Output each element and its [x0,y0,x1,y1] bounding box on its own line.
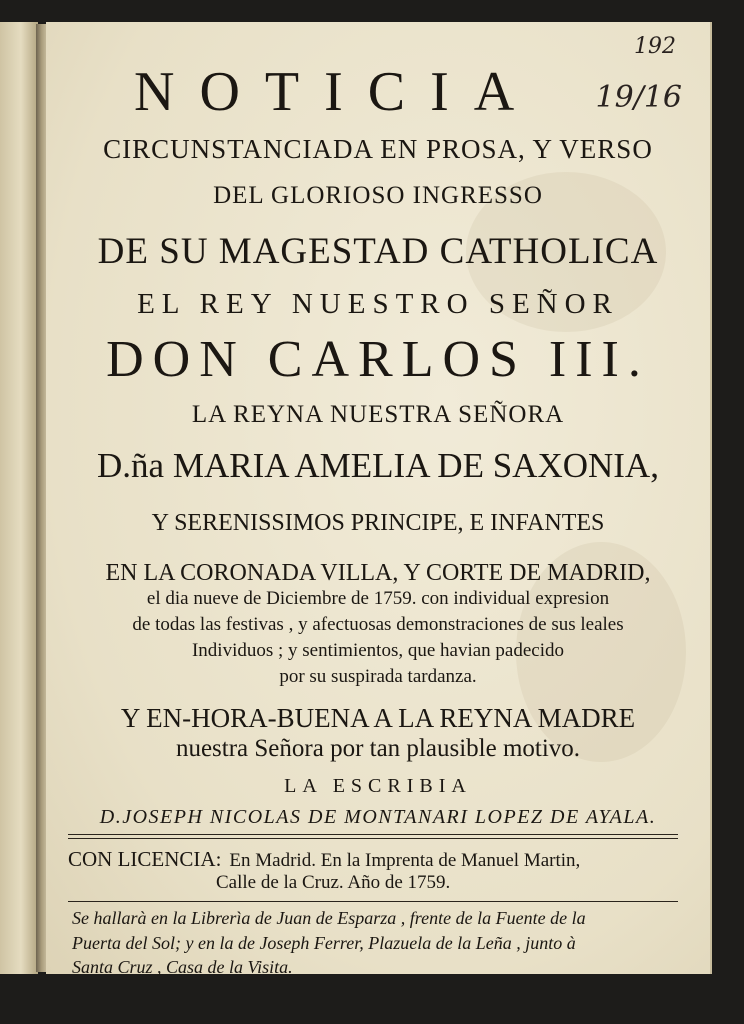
title-page [46,22,710,977]
queen-name: D.ña MARIA AMELIA DE SAXONIA, [97,446,659,485]
author-line: D.JOSEPH NICOLAS DE MONTANARI LOPEZ DE AYALA. [99,806,657,828]
divider-rule [68,901,678,902]
subtitle-line-4: EL REY NUESTRO SEÑOR [137,288,619,320]
king-name: DON CARLOS III. [106,331,650,388]
enhorabuena-line: Y EN-HORA-BUENA A LA REYNA MADRE [120,703,636,733]
licencia-line-2: Calle de la Cruz. Año de 1759. [216,872,451,893]
subtitle-line-8: Y SERENISSIMOS PRINCIPE, E INFANTES [151,510,605,536]
body-line-4: por su suspirada tardanza. [279,666,477,687]
body-line-2: de todas las festivas , y afectuosas demonstraciones de sus leales [132,614,624,635]
divider-rule [68,834,678,835]
escribia-line: LA ESCRIBIA [284,775,472,797]
motivo-line: nuestra Señora por tan plausible motivo. [175,735,581,762]
folio-number: 192 [634,34,676,59]
footer-line-3: Santa Cruz , Casa de la Visita. [72,957,293,977]
licencia-text: En Madrid. En la Imprenta de Manuel Martin, [229,850,581,871]
manuscript-number: 19/16 [595,80,682,115]
footer-line-1: Se hallarà en la Librerìa de Juan de Esparza , frente de la Fuente de la [72,908,586,928]
body-line-3: Individuos ; y sentimientos, que havian padecido [191,640,564,661]
body-line-1: el dia nueve de Diciembre de 1759. con individual expresion [146,588,610,609]
subtitle-line-1: CIRCUNSTANCIADA EN PROSA, Y VERSO [103,134,653,164]
subtitle-line-2: DEL GLORIOSO INGRESSO [213,182,543,209]
footer-line-2: Puerta del Sol; y en la de Joseph Ferrer, Plazuela de la Leña , junto à [72,933,576,953]
licencia-label: CON LICENCIA: [68,847,222,871]
divider-rule [68,838,678,839]
page-title: NOTICIA [134,61,540,123]
subtitle-line-3: DE SU MAGESTAD CATHOLICA [97,231,659,272]
facing-page-edge [0,22,38,974]
subtitle-line-9: EN LA CORONADA VILLA, Y CORTE DE MADRID, [105,560,651,586]
licencia-line [68,847,580,872]
subtitle-line-6: LA REYNA NUESTRA SEÑORA [191,401,565,428]
